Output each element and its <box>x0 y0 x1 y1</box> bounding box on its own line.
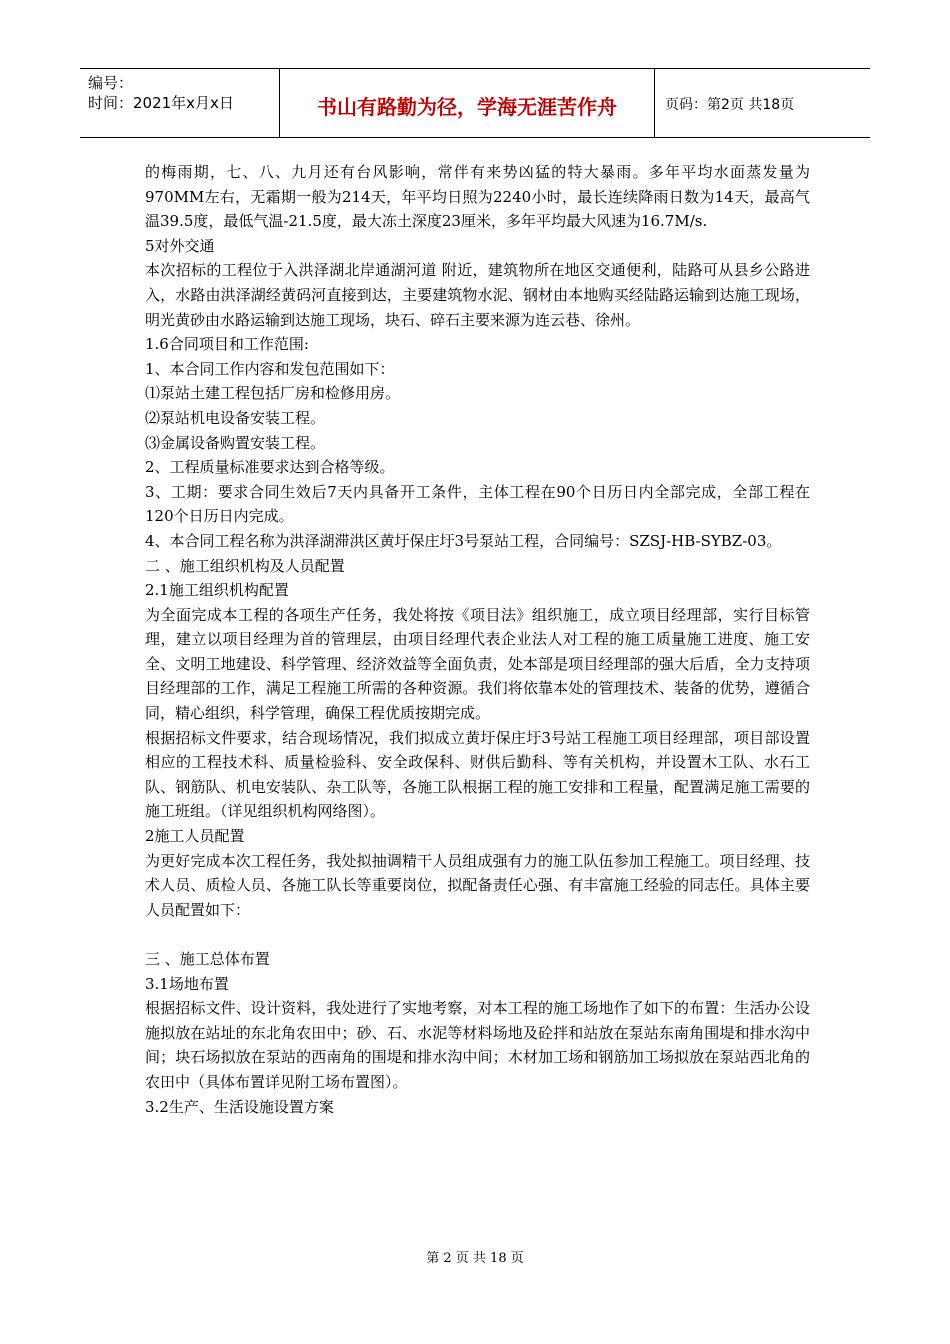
document-date: 时间：2021年x月x日 <box>88 94 234 112</box>
document-body <box>145 160 810 1119</box>
section-heading: 2施工人员配置 <box>145 827 245 846</box>
section-heading: 5对外交通 <box>145 236 215 255</box>
document-number-label: 编号： <box>88 74 134 92</box>
header-motto: 书山有路勤为径，学海无涯苦作舟 <box>280 69 655 137</box>
body-paragraph: 根据招标文件、设计资料，我处进行了实地考察，对本工程的施工场地作了如下的布置：生活办公设施拟放在站址的东北角农田中；砂、石、水泥等材料场地及砼拌和站放在泵站东南角围堤和排水沟中间；块石场拟放在泵站的西南角的围堤和排水沟中间；木材加工场和钢筋加工场拟放在泵站西北角的农田中（具体布置详见附工场布置图）。 <box>145 999 810 1091</box>
chapter-heading: 三 、施工总体布置 <box>145 950 270 968</box>
list-item: 3、工期：要求合同生效后7天内具备开工条件，主体工程在90个日历日内全部完成，全部工程在120个日历日内完成。 <box>145 482 810 526</box>
section-heading: 3.2生产、生活设施设置方案 <box>145 1097 334 1116</box>
list-item: ⑵泵站机电设备安装工程。 <box>145 408 326 427</box>
page-footer: 第 2 页 共 18 页 <box>426 1251 524 1266</box>
list-item: ⑴泵站土建工程包括厂房和检修用房。 <box>145 384 401 403</box>
list-item: ⑶金属设备购置安装工程。 <box>145 433 326 452</box>
blank-line <box>145 922 810 947</box>
section-heading: 1.6合同项目和工作范围: <box>145 335 309 354</box>
header-page-info: 页码：第2页 共18页 <box>665 97 795 113</box>
body-paragraph: 根据招标文件要求，结合现场情况，我们拟成立黄圩保庄圩3号站工程施工项目经理部，项目部设置相应的工程技术科、质量检验科、安全政保科、财供后勤科、等有关机构，并设置木工队、水石工队、钢筋队、机电安装队、杂工队等，各施工队根据工程的施工安排和工程量，配置满足施工需要的施工班组。（详见组织机构网络图）。 <box>145 728 810 821</box>
chapter-heading: 二 、施工组织机构及人员配置 <box>145 556 345 575</box>
body-paragraph: 为全面完成本工程的各项生产任务，我处将按《项目法》组织施工，成立项目经理部，实行目标管理，建立以项目经理为首的管理层，由项目经理代表企业法人对工程的施工质量施工进度、施工安全、文明工地建设、科学管理、经济效益等全面负责，处本部是项目经理部的强大后盾，全力支持项目经理部的工作，满足工程施工所需的各种资源。我们将依靠本处的管理技术、装备的优势，遵循合同，精心组织，科学管理，确保工程优质按期完成。 <box>145 605 810 723</box>
body-paragraph: 的梅雨期，七、八、九月还有台风影响，常伴有来势凶猛的特大暴雨。多年平均水面蒸发量为970MM左右，无霜期一般为214天，年平均日照为2240小时，最长连续降雨日数为14天，最高气温39.5度，最低气温-21.5度，最大冻土深度23厘米，多年平均最大风速为16.7M/s. <box>145 163 810 231</box>
list-item: 4、本合同工程名称为洪泽湖滞洪区黄圩保庄圩3号泵站工程，合同编号：SZSJ-HB-SYBZ-03。 <box>145 531 782 550</box>
list-item: 2、工程质量标准要求达到合格等级。 <box>145 458 395 477</box>
section-heading: 2.1施工组织机构配置 <box>145 581 289 600</box>
page-header <box>80 68 870 138</box>
body-paragraph: 为更好完成本次工程任务，我处拟抽调精干人员组成强有力的施工队伍参加工程施工。项目经理、技术人员、质检人员、各施工队长等重要岗位，拟配备责任心强、有丰富施工经验的同志任。具体主要人员配置如下： <box>145 851 810 919</box>
body-paragraph: 本次招标的工程位于入洪泽湖北岸通湖河道 附近，建筑物所在地区交通便利，陆路可从县乡公路进入，水路由洪泽湖经黄码河直接到达，主要建筑物水泥、钢材由本地购买经陆路运输到达施工现场，明光黄砂由水路运输到达施工现场，块石、碎石主要来源为连云巷、徐州。 <box>145 261 810 329</box>
list-item: 1、本合同工作内容和发包范围如下： <box>145 359 395 378</box>
section-heading: 3.1场地布置 <box>145 974 229 993</box>
header-meta <box>80 69 280 137</box>
